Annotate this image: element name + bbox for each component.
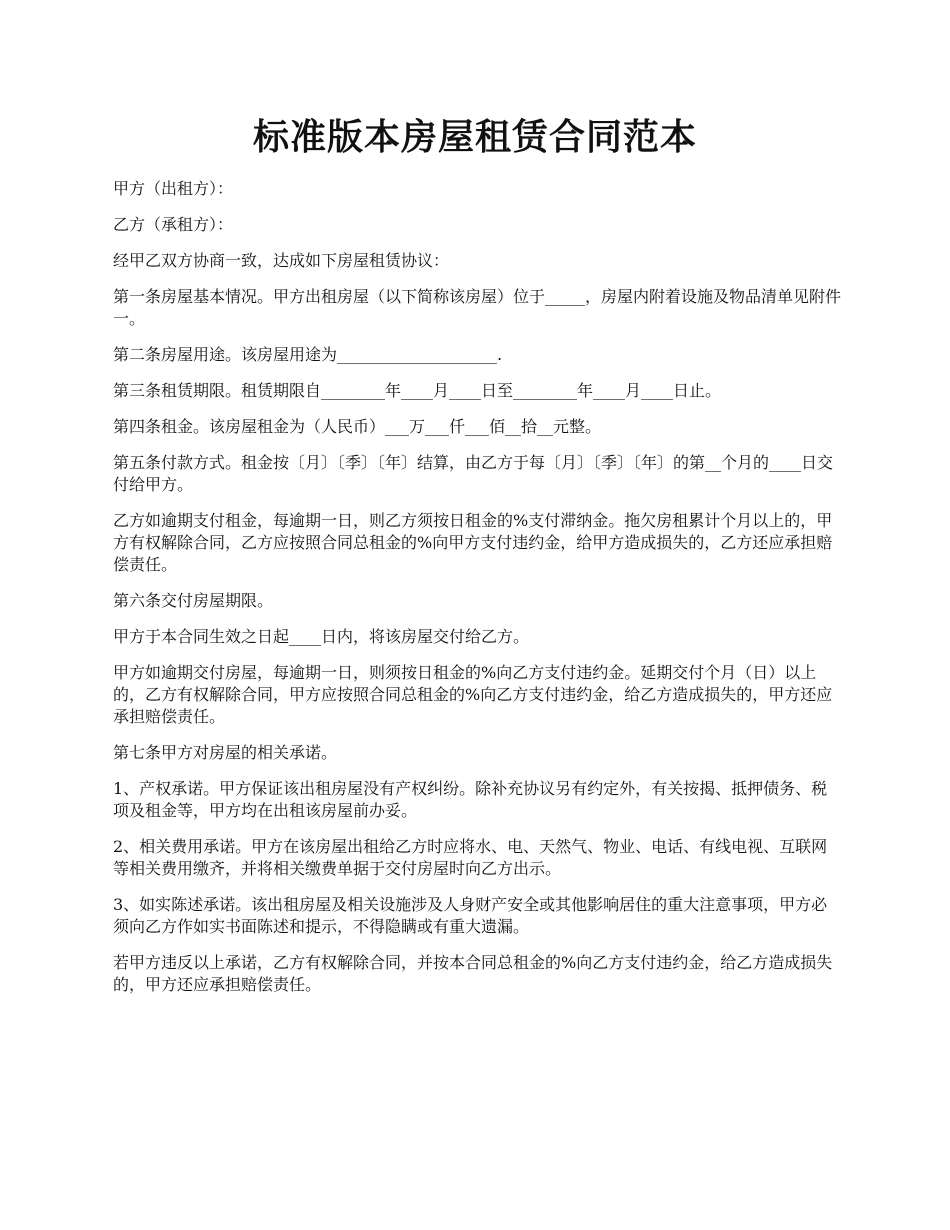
party-b-line: 乙方（承租方）： bbox=[113, 215, 234, 234]
article-5-payment: 第五条付款方式。租金按〔月〕〔季〕〔年〕结算，由乙方于每〔月〕〔季〕〔年〕的第__个月的____日交付给甲方。 bbox=[113, 453, 834, 494]
article-1-property: 第一条房屋基本情况。甲方出租房屋（以下简称该房屋）位于_____，房屋内附着设施及物品清单见附件一。 bbox=[113, 287, 842, 328]
commitment-ownership: 1、产权承诺。甲方保证该出租房屋没有产权纠纷。除补充协议另有约定外，有关按揭、抵押债务、税项及租金等，甲方均在出租该房屋前办妥。 bbox=[113, 779, 828, 820]
article-6-delivery: 第六条交付房屋期限。 bbox=[113, 591, 274, 610]
article-4-rent: 第四条租金。该房屋租金为（人民币）___万___仟___佰__拾__元整。 bbox=[113, 417, 602, 436]
breach-clause: 若甲方违反以上承诺，乙方有权解除合同，并按本合同总租金的%向乙方支付违约金，给乙方造成损失的，甲方还应承担赔偿责任。 bbox=[113, 953, 833, 994]
commitment-disclosure: 3、如实陈述承诺。该出租房屋及相关设施涉及人身财产安全或其他影响居住的重大注意事项，甲方必须向乙方作如实书面陈述和提示，不得隐瞒或有重大遗漏。 bbox=[113, 895, 828, 936]
article-2-usage: 第二条房屋用途。该房屋用途为____________________. bbox=[113, 345, 503, 364]
party-a-line: 甲方（出租方）： bbox=[113, 179, 234, 198]
late-delivery-clause: 甲方如逾期交付房屋，每逾期一日，则须按日租金的%向乙方支付违约金。延期交付个月（日）以上的，乙方有权解除合同，甲方应按照合同总租金的%向乙方支付违约金，给乙方造成损失的，甲方还应承担赔偿责任。 bbox=[113, 663, 833, 726]
delivery-deadline: 甲方于本合同生效之日起____日内，将该房屋交付给乙方。 bbox=[113, 627, 530, 646]
late-payment-clause: 乙方如逾期支付租金，每逾期一日，则乙方须按日租金的%支付滞纳金。拖欠房租累计个月以上的，甲方有权解除合同，乙方应按照合同总租金的%向甲方支付违约金，给甲方造成损失的，乙方还应承担赔偿责任。 bbox=[113, 511, 833, 574]
commitment-fees: 2、相关费用承诺。甲方在该房屋出租给乙方时应将水、电、天然气、物业、电话、有线电视、互联网等相关费用缴齐，并将相关缴费单据于交付房屋时向乙方出示。 bbox=[113, 837, 828, 878]
document-body bbox=[113, 178, 843, 1010]
article-7-commitments: 第七条甲方对房屋的相关承诺。 bbox=[113, 743, 338, 762]
article-3-term: 第三条租赁期限。租赁期限自________年____月____日至________年____月____日止。 bbox=[113, 381, 722, 400]
agreement-intro: 经甲乙双方协商一致，达成如下房屋租赁协议： bbox=[113, 251, 450, 270]
document-title: 标准版本房屋租赁合同范本 bbox=[252, 116, 697, 158]
